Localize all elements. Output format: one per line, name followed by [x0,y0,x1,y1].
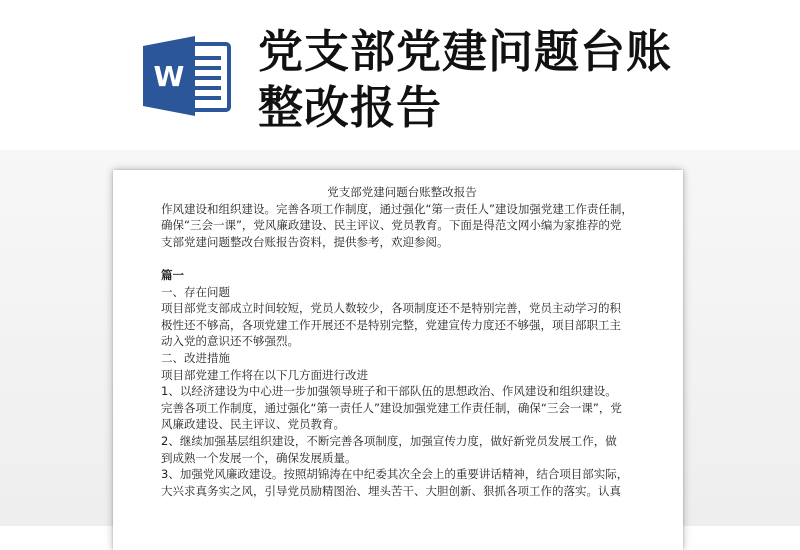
part2-heading: 二、改进措施 [161,350,230,365]
logo-letter: W [153,60,185,93]
word-document-icon [143,36,233,116]
document-title: 党支部党建问题台账整改报告 [327,185,477,199]
page-title-line1: 党支部党建问题台账 [258,25,673,78]
part2-line-7: 大兴求真务实之风，引导党员励精图治、埋头苦干、大胆创新、狠抓各项工作的落实。认真 [161,483,621,498]
part1-heading: 一、存在问题 [161,284,230,299]
part1-line-2: 极性还不够高，各项党建工作开展还不是特别完整，党建宣传力度还不够强，项目部职工主 [161,317,621,332]
part2-intro: 项目部党建工作将在以下几方面进行改进 [161,367,368,382]
blank-line [161,250,643,267]
header-banner [0,0,800,160]
intro-line-1: 作风建设和组织建设。完善各项工作制度，通过强化“第一责任人”建设加强党建工作责任制， [161,201,633,216]
page-title-line2: 整改报告 [258,81,443,134]
section-heading: 篇一 [161,267,184,282]
part1-line-1: 项目部党支部成立时间较短，党员人数较少，各项制度还不是特别完善，党员主动学习的积 [161,301,621,316]
part2-line-3: 风廉政建设、民主评议、党员教育。 [161,417,345,432]
intro-line-3: 支部党建问题整改台账报告资料，提供参考，欢迎参阅。 [161,234,449,249]
part2-line-1: 1、以经济建设为中心进一步加强领导班子和干部队伍的思想政治、作风建设和组织建设。 [161,384,617,399]
intro-line-2: 确保“三会一课”，党风廉政建设、民主评议、党员教育。下面是得范文网小编为家推荐的党 [161,218,622,233]
document-page[interactable] [113,170,683,550]
page-title [258,24,778,136]
part2-line-6: 3、加强党风廉政建设。按照胡锦涛在中纪委其次全会上的重要讲话精神，结合项目部实际， [161,467,629,482]
part2-line-4: 2、继续加强基层组织建设，不断完善各项制度，加强宣传力度，做好新党员发展工作，做 [161,433,617,448]
part1-line-3: 动入党的意识还不够强烈。 [161,334,299,349]
part2-line-5: 到成熟一个发展一个，确保发展质量。 [161,450,357,465]
part2-line-2: 完善各项工作制度，通过强化“第一责任人”建设加强党建工作责任制，确保“三会一课”，党 [161,400,622,415]
